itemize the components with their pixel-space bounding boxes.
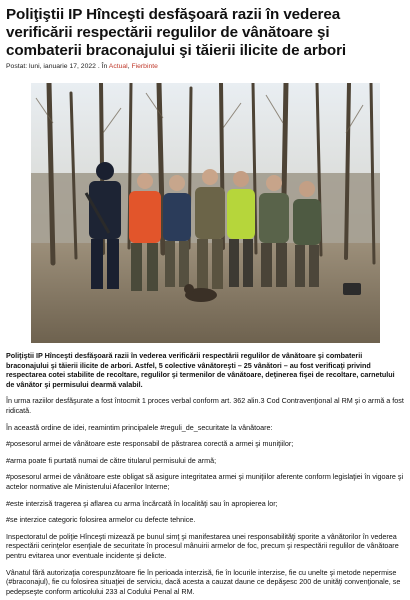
article-paragraph-3: Inspectoratul de poliţie Hînceşti mizează pe bunul simţ şi manifestarea unei responsabilităţi sporite a vânătorilor în vederea respectării cerinţelor esenţiale de securitate în procesul mânuirii armelor de foc, precum şi respectării regulilor de vânătoare pentru evitarea unor eventuale incidente şi delicte. <box>6 531 399 560</box>
article-title: Poliţiştii IP Hînceşti desfăşoară razii în vederea verificării respectării regulilor de vânătoare şi combaterii braconajului şi tăierii ilicite de arbori <box>6 6 346 59</box>
article-paragraph-1: În urma raziilor desfăşurate a fost întocmit 1 proces verbal conform art. 362 alin.3 Cod Contravenţional al RM şi o armă a fost ridicată. <box>6 396 404 415</box>
post-date: Postat: luni, ianuarie 17, 2022 . În <box>6 63 108 70</box>
post-meta <box>6 62 404 71</box>
category-separator: , <box>127 63 132 70</box>
article-paragraph-4: Vânatul fără autorizaţia corespunzătoare fie în perioada interzisă, fie în locurile interzise, fie cu unelte şi metode nepermise (#braconajul), fie cu folosirea situaţiei de serviciu, dacă acesta a cauzat daune ce depăşesc 200 de unităţi convenţionale, se pedepseşte conform articolului 233 al Codului Penal al RM. <box>6 567 401 596</box>
rule-item: #este interzisă tragerea şi aflarea cu arma încărcată în localităţi sau în apropierea lor; <box>6 498 278 508</box>
article-lead: Poliţiştii IP Hînceşti desfăşoară razii în vederea verificării respectării regulilor de vânătoare şi combaterii braconajului şi tăierii ilicite de arbori. Astfel, 5 colective vânătoreşti – 25 vânători – au fost verificaţi privind respectarea cotei stabilite de recoltare, regulilor şi termenilor de vânătoare, deţinerea fişei de recoltare, carnetului de vânător şi permisului dearmă valabil. <box>6 351 395 389</box>
rule-item: #posesorul armei de vânătoare este obligat să asigure integritatea armei şi muniţiilor aferente conform legislaţiei în vigoare şi actelor normative ale Ministerului Afacerilor Interne; <box>6 472 404 491</box>
article-paragraph-2: În această ordine de idei, reamintim principalele #reguli_de_securitate la vânătoare: <box>6 422 273 432</box>
article-photo <box>31 83 380 343</box>
category-link-actual[interactable]: Actual <box>108 63 128 70</box>
rule-item: #se interzice categoric folosirea armelor cu defecte tehnice. <box>6 515 196 525</box>
article-body <box>6 351 404 596</box>
rule-item: #arma poate fi purtată numai de către titularul permisului de armă; <box>6 455 217 465</box>
rule-item: #posesorul armei de vânătoare este responsabil de păstrarea corectă a armei şi muniţiilor; <box>6 439 294 449</box>
category-link-fierbinte[interactable]: Fierbinte <box>131 63 158 70</box>
